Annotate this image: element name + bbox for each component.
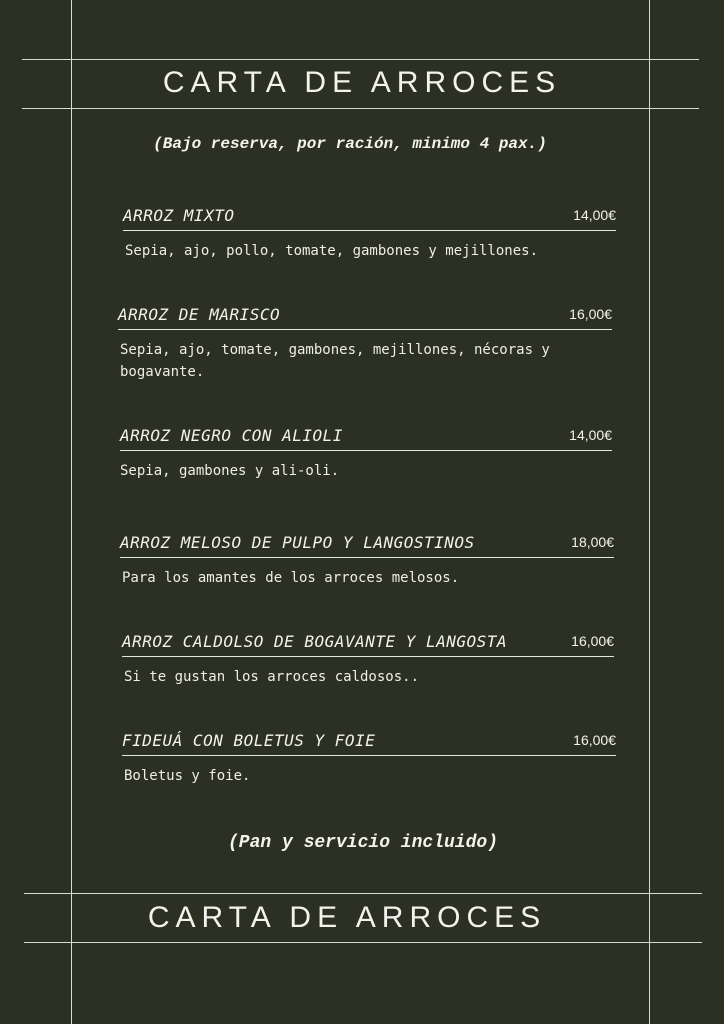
footer-rule-top xyxy=(24,893,702,894)
item-price: 14,00€ xyxy=(569,427,612,443)
item-price: 16,00€ xyxy=(573,732,616,748)
item-name: ARROZ MIXTO xyxy=(123,206,235,225)
service-note: (Pan y servicio incluido) xyxy=(227,833,499,853)
item-name: FIDEUÁ CON BOLETUS Y FOIE xyxy=(122,731,376,750)
footer-title: CARTA DE ARROCES xyxy=(147,901,547,934)
item-description: Boletus y foie. xyxy=(124,768,251,784)
footer-rule-bottom xyxy=(24,942,702,943)
reservation-note: (Bajo reserva, por ración, minimo 4 pax.) xyxy=(153,135,547,153)
page-title: CARTA DE ARROCES xyxy=(162,66,562,99)
item-name: ARROZ DE MARISCO xyxy=(118,305,281,324)
item-price: 14,00€ xyxy=(573,207,616,223)
item-description: Sepia, ajo, tomate, gambones, mejillones, nécoras y bogavante. xyxy=(120,342,550,380)
item-divider xyxy=(122,755,616,756)
frame-line-left xyxy=(71,0,72,1024)
item-description: Para los amantes de los arroces melosos. xyxy=(122,570,460,586)
item-name: ARROZ NEGRO CON ALIOLI xyxy=(120,426,343,445)
item-divider xyxy=(120,450,612,451)
frame-line-right xyxy=(649,0,650,1024)
item-divider xyxy=(118,329,612,330)
item-name: ARROZ MELOSO DE PULPO Y LANGOSTINOS xyxy=(120,533,475,552)
item-description: Sepia, gambones y ali-oli. xyxy=(120,463,340,479)
item-price: 18,00€ xyxy=(571,534,614,550)
item-divider xyxy=(122,656,614,657)
item-description: Si te gustan los arroces caldosos.. xyxy=(124,669,420,685)
item-description: Sepia, ajo, pollo, tomate, gambones y mejillones. xyxy=(125,243,539,259)
item-divider xyxy=(123,230,616,231)
item-divider xyxy=(120,557,614,558)
item-price: 16,00€ xyxy=(569,306,612,322)
item-price: 16,00€ xyxy=(571,633,614,649)
item-name: ARROZ CALDOLSO DE BOGAVANTE Y LANGOSTA xyxy=(122,632,508,651)
header-rule-top xyxy=(22,59,699,60)
header-rule-bottom xyxy=(22,108,699,109)
